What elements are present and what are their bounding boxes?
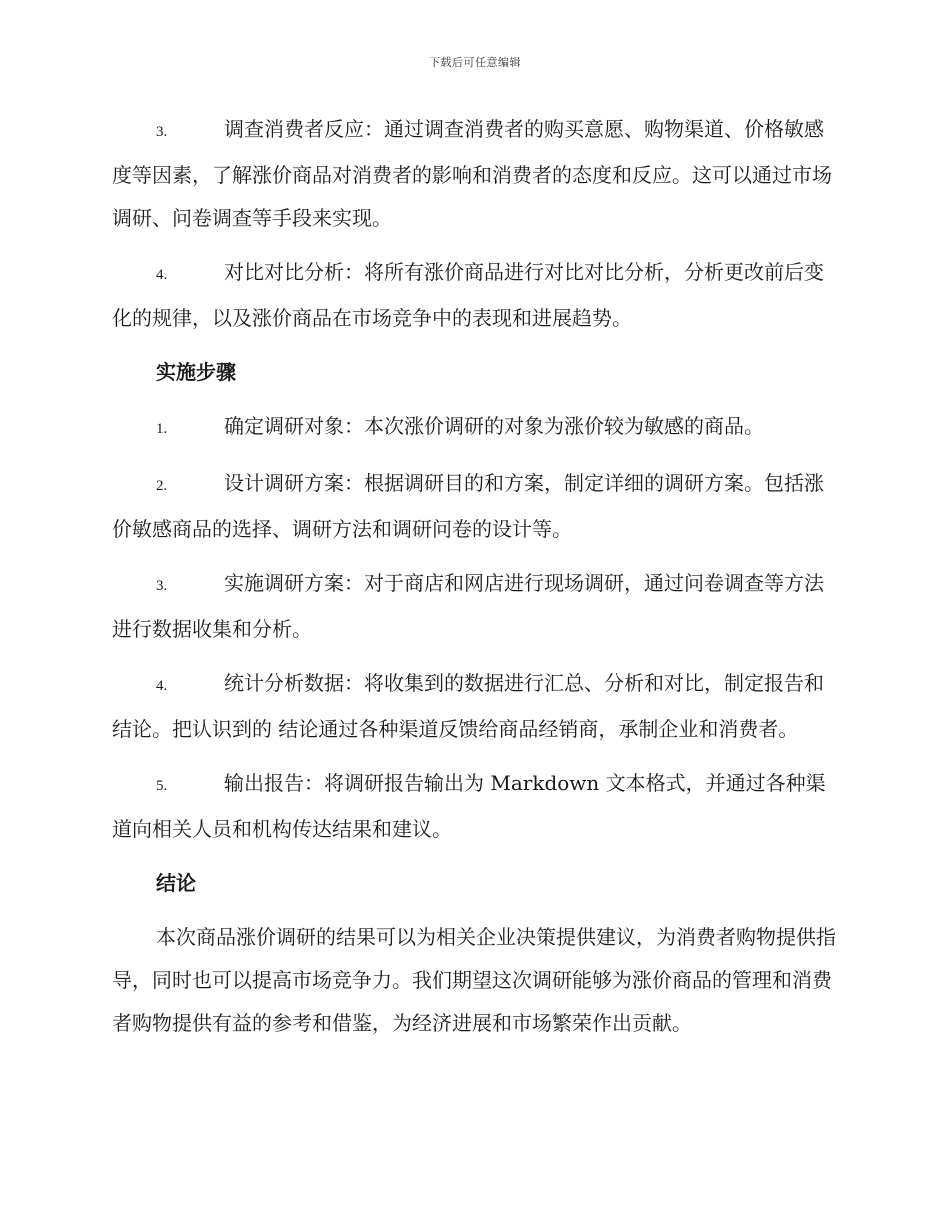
list-item-number: 2. — [156, 478, 168, 494]
list-item — [112, 762, 840, 851]
list-item-number: 4. — [156, 678, 168, 694]
list-item — [112, 462, 840, 551]
list-item — [112, 251, 840, 340]
list-item-number: 1. — [156, 421, 168, 437]
list-item-number: 3. — [156, 124, 168, 140]
list-item-text: 实施调研方案：对于商店和网店进行现场调研，通过问卷调查等方法进行数据收集和分析。 — [112, 571, 824, 641]
document-body — [112, 108, 840, 1045]
list-item-number: 3. — [156, 578, 168, 594]
list-item — [112, 562, 840, 651]
section-heading-conclusion: 结论 — [156, 871, 196, 895]
conclusion-paragraph: 本次商品涨价调研的结果可以为相关企业决策提供建议，为消费者购物提供指导，同时也可以提高市场竞争力。我们期望这次调研能够为涨价商品的管理和消费者购物提供有益的参考和借鉴，为经济进展和市场繁荣作出贡献。 — [112, 925, 836, 1035]
list-item — [112, 405, 840, 451]
list-item — [112, 662, 840, 751]
list-item-text: 输出报告：将调研报告输出为 Markdown 文本格式，并通过各种渠道向相关人员和机构传达结果和建议。 — [112, 771, 826, 841]
section-heading-steps: 实施步骤 — [156, 360, 236, 384]
list-item-text: 对比对比分析：将所有涨价商品进行对比对比分析，分析更改前后变化的规律，以及涨价商品在市场竞争中的表现和进展趋势。 — [112, 260, 824, 330]
list-item-text: 确定调研对象：本次涨价调研的对象为涨价较为敏感的商品。 — [224, 414, 764, 438]
page-header: 下载后可任意编辑 — [429, 56, 521, 69]
list-item-text: 调查消费者反应：通过调查消费者的购买意愿、购物渠道、价格敏感度等因素，了解涨价商品对消费者的影响和消费者的态度和反应。这可以通过市场调研、问卷调查等手段来实现。 — [112, 117, 832, 230]
list-item — [112, 108, 840, 240]
list-item-number: 5. — [156, 778, 168, 794]
list-item-text: 统计分析数据：将收集到的数据进行汇总、分析和对比，制定报告和结论。把认识到的 结论通过各种渠道反馈给商品经销商，承制企业和消费者。 — [112, 671, 824, 741]
list-item-number: 4. — [156, 267, 168, 283]
list-item-text: 设计调研方案：根据调研目的和方案，制定详细的调研方案。包括涨价敏感商品的选择、调研方法和调研问卷的设计等。 — [112, 471, 824, 541]
